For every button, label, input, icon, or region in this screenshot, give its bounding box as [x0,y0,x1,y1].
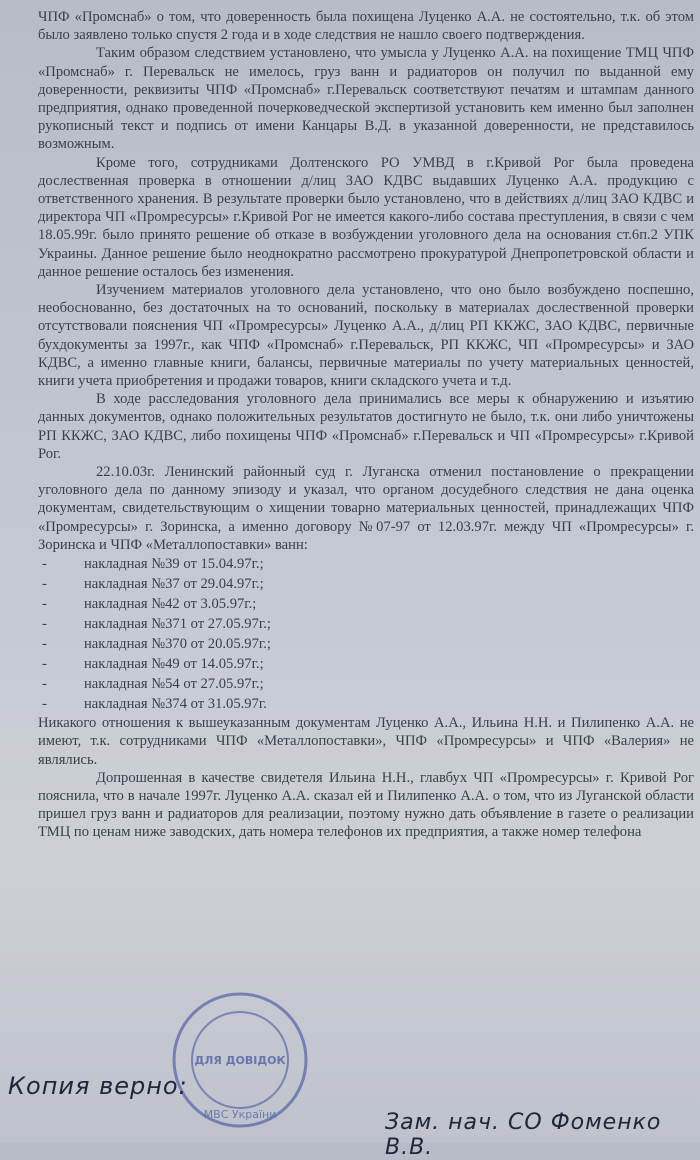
copy-note: Копия верно: [8,1072,188,1100]
list-item: - накладная №374 от 31.05.97г. [42,696,267,713]
paragraph-1: ЧПФ «Промснаб» о том, что доверенность была похищена Луценко А.А. не состоятельно, т.к. об этом было заявлено только спустя 2 года и в ходе следствия не нашло своего подтверждения. [38,9,694,44]
stamp-center-text: ДЛЯ ДОВІДОК [194,1054,286,1067]
paragraph-5: В ходе расследования уголовного дела принимались все меры к обнаружению и изъятию данных документов, однако положительных результатов достигнуто не было, т.к. они либо уничтожены РП ККЖС, ЗАО КДВС, либо похищены ЧПФ «Промснаб» г.Перевальск и ЧП «Промресурсы» г.Кривой Рог. [38,391,694,462]
list-item: - накладная №370 от 20.05.97г.; [42,636,271,653]
invoice-list [38,554,694,714]
paragraph-3: Кроме того, сотрудниками Долтенского РО УМВД в г.Кривой Рог была проведена дослественная проверка в отношении д/лиц ЗАО КДВС выдавших Луценко А.А. продукцию с ответственного хранения. В результате проверки было установлено, что в действиях д/лиц ЗАО КДВС и директора ЧП «Промресурсы» г.Кривой Рог не имеется какого-либо состава преступления, в связи с чем 18.05.99г. было принято решение об отказе в возбуждении уголовного дела на основания ст.6п.2 УПК Украины. Данное решение было неоднократно рассмотрено прокуратурой Днепропетровской области и данное решение осталось без изменения. [38,154,694,280]
stamp-ring-text: МВС України [203,1108,277,1121]
signature: Зам. нач. СО Фоменко В.В. [385,1110,662,1160]
list-item: - накладная №371 от 27.05.97г.; [42,616,271,633]
paragraph-4: Изучением материалов уголовного дела установлено, что оно было возбуждено поспешно, необоснованно, без достаточных на то оснований, поскольку в материалах дослественной проверки отсутствовали пояснения ЧП «Промресурсы» Луценко А.А., д/лиц РП ККЖС, ЗАО КДВС, первичные бухдокументы за 1997г., как ЧПФ «Промснаб» г.Перевальск, РП ККЖС, ЧП «Промресурсы» и ЗАО КДВС, а именно главные книги, балансы, первичные материалы по учету материальных ценностей, книги учета приобретения и продажи товаров, книги складского учета и т.д. [38,282,694,390]
list-item: - накладная №54 от 27.05.97г.; [42,676,264,693]
paragraph-7: Никакого отношения к вышеуказанным документам Луценко А.А., Ильина Н.Н. и Пилипенко А.А. не имеют, т.к. сотрудниками ЧПФ «Металлопоставки», ЧПФ «Промресурсы» и ЧПФ «Валерия» не являлись. [38,715,694,768]
stamp-seal [170,990,310,1130]
paragraph-8: Допрошенная в качестве свидетеля Ильина Н.Н., главбух ЧП «Промресурсы» г. Кривой Рог пояснила, что в начале 1997г. Луценко А.А. сказал ей и Пилипенко А.А. о том, что из Луганской области пришел груз ванн и радиаторов для реализации, поэтому нужно дать объявление в газете о реализации ТМЦ по ценам ниже заводских, дать номера телефонов их предприятия, а также номер телефона [38,769,694,841]
paragraph-6: 22.10.03г. Ленинский районный суд г. Луганска отменил постановление о прекращении уголовного дела по данному эпизоду и указал, что органом досудебного следствия не дана оценка документам, свидетельствующим о хищении товарно материальных ценностей, принадлежащих ЧПФ «Промресурсы» г. Зоринска, а именно договору №07-97 от 12.03.97г. между ЧП «Промресурсы» г. Зоринска и ЧПФ «Металлопоставки» ванн: [38,464,694,553]
list-item: - накладная №37 от 29.04.97г.; [42,576,264,593]
list-item: - накладная №49 от 14.05.97г.; [42,656,264,673]
paragraph-2: Таким образом следствием установлено, что умысла у Луценко А.А. на похищение ТМЦ ЧПФ «Промснаб» г. Перевальск не имелось, груз ванн и радиаторов он получил по выданной ему доверенности, реквизиты ЧПФ «Промснаб» г.Перевальск соответствуют печатям и штампам данного предприятия, однако проведенной почерковедческой экспертизой установить кем именно был заполнен рукописный текст и подпись от имени Канцары В.Д. в указанной доверенности, не представилось возможным. [38,45,694,153]
document-body [38,8,694,842]
list-item: - накладная №39 от 15.04.97г.; [42,556,264,573]
list-item: - накладная №42 от 3.05.97г.; [42,596,257,613]
